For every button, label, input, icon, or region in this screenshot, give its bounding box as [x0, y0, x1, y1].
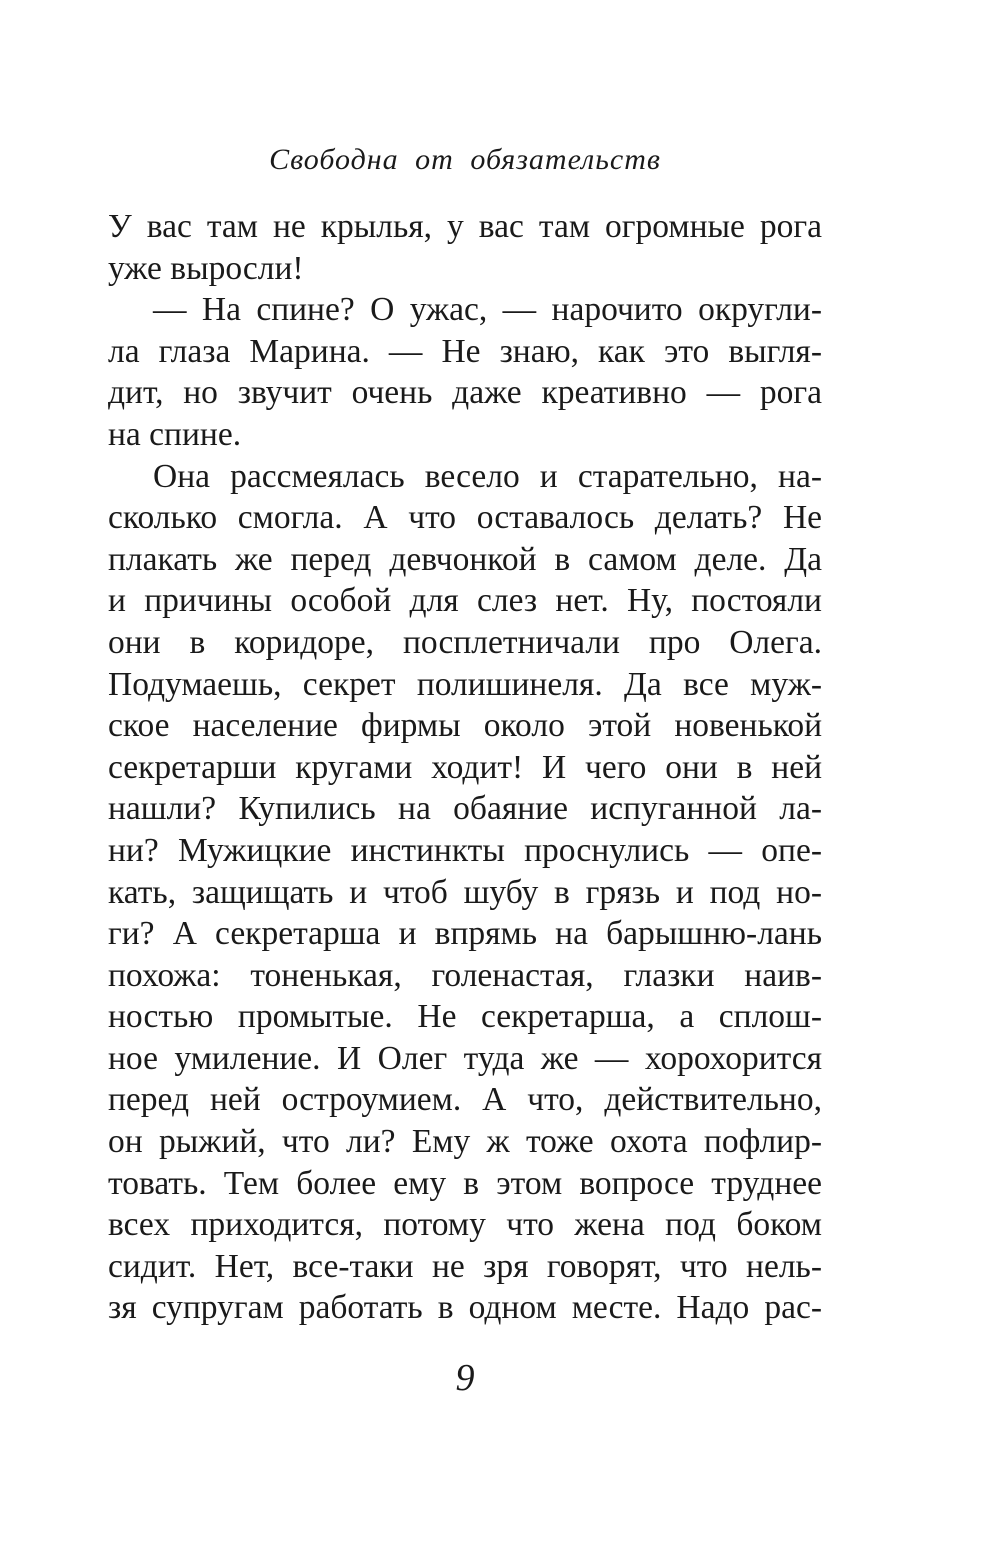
text-line: Она рассмеялась весело и старательно, на- — [153, 457, 822, 495]
text-line: ное умиление. И Олег туда же — хорохорится — [108, 1039, 822, 1077]
text-line: похожа: тоненькая, голенастая, глазки наив- — [108, 956, 822, 994]
text-line: — На спине? О ужас, — нарочито округли- — [153, 291, 822, 329]
text-line: зя супругам работать в одном месте. Надо рас- — [108, 1289, 822, 1327]
body-text — [108, 206, 822, 1329]
text-line: дит, но звучит очень даже креативно — рога — [108, 374, 822, 412]
text-line: уже выросли! — [108, 249, 304, 287]
text-line: нашли? Купились на обаяние испуганной ла- — [108, 790, 822, 828]
text-line: перед ней остроумием. А что, действительно, — [108, 1081, 822, 1119]
text-line: Подумаешь, секрет полишинеля. Да все муж- — [108, 665, 822, 703]
text-line: и причины особой для слез нет. Ну, постояли — [108, 582, 822, 620]
text-line: ское население фирмы около этой новенькой — [108, 707, 822, 745]
text-line: всех приходится, потому что жена под боком — [108, 1206, 822, 1244]
text-line: товать. Тем более ему в этом вопросе труднее — [108, 1164, 822, 1202]
text-line: он рыжий, что ли? Ему ж тоже охота пофлир- — [108, 1123, 822, 1161]
text-line: кать, защищать и чтоб шубу в грязь и под но- — [108, 873, 822, 911]
text-line: У вас там не крылья, у вас там огромные рога — [108, 208, 822, 245]
text-line: ги? А секретарша и впрямь на барышню-лань — [108, 915, 822, 953]
text-line: они в коридоре, посплетничали про Олега. — [108, 623, 822, 661]
running-head: Свободна от обязательств — [269, 143, 661, 176]
text-line: плакать же перед девчонкой в самом деле. Да — [108, 540, 822, 578]
text-line: секретарши кругами ходит! И чего они в ней — [108, 748, 822, 786]
text-line: сидит. Нет, все-таки не зря говорят, что нель- — [108, 1247, 822, 1285]
page-number: 9 — [455, 1357, 475, 1399]
text-line: ностью промытые. Не секретарша, а сплош- — [108, 998, 822, 1036]
text-line: ла глаза Марина. — Не знаю, как это выгля- — [108, 332, 822, 370]
text-line: на спине. — [108, 415, 242, 453]
text-line: ни? Мужицкие инстинкты проснулись — опе- — [108, 831, 822, 869]
text-line: сколько смогла. А что оставалось делать? Не — [108, 499, 822, 537]
